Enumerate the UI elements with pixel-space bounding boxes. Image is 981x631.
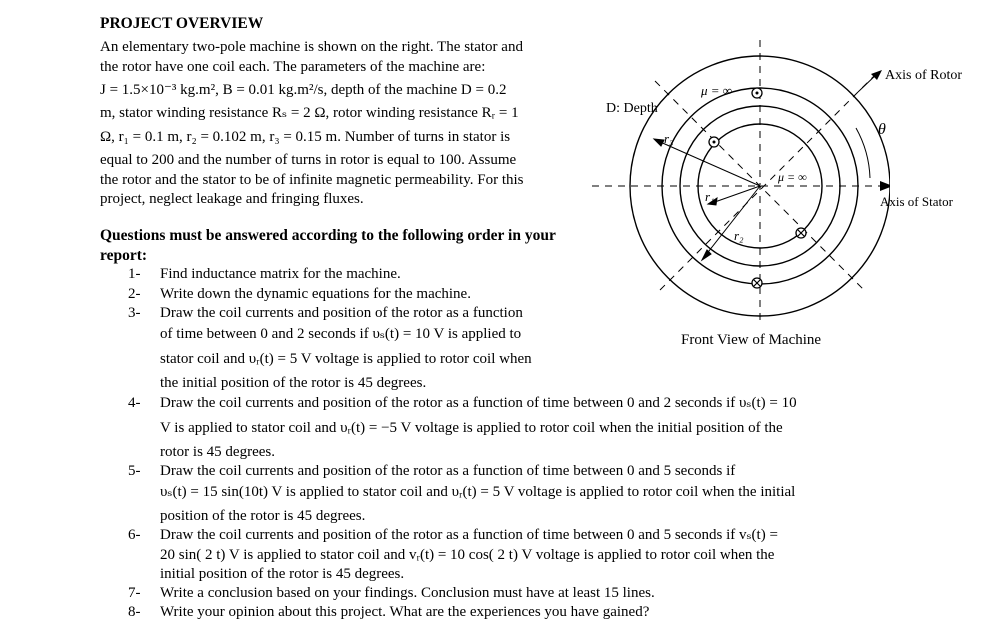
r1-label: r₁ — [705, 189, 715, 204]
r3-arrowhead — [654, 139, 664, 146]
diagram-caption: Front View of Machine — [681, 332, 822, 348]
axis-of-stator-label: Axis of Stator — [880, 194, 953, 209]
question-number: 5- — [128, 463, 141, 479]
overview-line: project, neglect leakage and fringing fluxes. — [100, 191, 364, 207]
question-number: 1- — [128, 266, 141, 282]
question-text: Write down the dynamic equations for the machine. — [160, 286, 471, 302]
stator-axis-arrowhead-icon — [880, 181, 890, 191]
question-text: Draw the coil currents and position of the rotor as a function — [160, 305, 523, 321]
question-text: V is applied to stator coil and υᵣ(t) = −5 V voltage is applied to rotor coil when the initial position of the — [160, 420, 783, 436]
overview-line: m, stator winding resistance Rₛ = 2 Ω, rotor winding resistance Rᵣ = 1 — [100, 105, 519, 121]
depth-label: D: Depth — [606, 101, 658, 116]
question-number: 3- — [128, 305, 141, 321]
question-number: 6- — [128, 527, 141, 543]
dot-center — [756, 92, 759, 95]
question-text: Write a conclusion based on your findings. Conclusion must have at least 15 lines. — [160, 585, 655, 601]
r2-label: r₂ — [734, 228, 744, 243]
question-text: of time between 0 and 2 seconds if υₛ(t) = 10 V is applied to — [160, 326, 522, 342]
overview-line: Ω, r₁ = 0.1 m, r₂ = 0.102 m, r₃ = 0.15 m. Number of turns in stator is — [100, 129, 511, 145]
r2-arrowhead — [702, 250, 711, 260]
question-text: υₛ(t) = 15 sin(10t) V is applied to stator coil and υᵣ(t) = 5 V voltage is applied to rotor coil when the initial — [160, 484, 796, 500]
question-number: 8- — [128, 604, 141, 620]
question-text: Draw the coil currents and position of the rotor as a function of time between 0 and 2 seconds if υₛ(t) = 10 — [160, 395, 797, 411]
question-text: rotor is 45 degrees. — [160, 444, 275, 460]
overview-line: J = 1.5×10⁻³ kg.m², B = 0.01 kg.m²/s, depth of the machine D = 0.2 — [100, 82, 507, 98]
axis-of-rotor-label: Axis of Rotor — [885, 68, 962, 83]
question-text: position of the rotor is 45 degrees. — [160, 508, 366, 524]
question-text: stator coil and υᵣ(t) = 5 V voltage is applied to rotor coil when — [160, 351, 532, 367]
question-number: 2- — [128, 286, 141, 302]
mu-top-label: μ = ∞ — [701, 83, 733, 98]
question-number: 7- — [128, 585, 141, 601]
question-text: the initial position of the rotor is 45 degrees. — [160, 375, 427, 391]
overview-line: An elementary two-pole machine is shown on the right. The stator and — [100, 39, 523, 55]
r3-label: r₃ — [664, 131, 674, 146]
question-text: Draw the coil currents and position of the rotor as a function of time between 0 and 5 seconds if — [160, 463, 736, 479]
question-text: Write your opinion about this project. What are the experiences you have gained? — [160, 604, 650, 620]
question-number: 4- — [128, 395, 141, 411]
question-text: initial position of the rotor is 45 degrees. — [160, 566, 405, 582]
machine-diagram — [590, 30, 890, 330]
question-text: 20 sin( 2 t) V is applied to stator coil and vᵣ(t) = 10 cos( 2 t) V voltage is applied to rotor coil when the — [160, 547, 775, 563]
mu-mid-label: μ = ∞ — [778, 170, 807, 184]
theta-arc — [856, 128, 870, 178]
page-title: PROJECT OVERVIEW — [100, 15, 264, 32]
questions-heading: Questions must be answered according to the following order in your report: — [100, 227, 556, 264]
overview-line: equal to 200 and the number of turns in rotor is equal to 100. Assume — [100, 152, 517, 168]
overview-line: the rotor and the stator to be of infinite magnetic permeability. For this — [100, 172, 524, 188]
question-text: Draw the coil currents and position of the rotor as a function of time between 0 and 5 seconds if vₛ(t) = — [160, 527, 778, 543]
question-text: Find inductance matrix for the machine. — [160, 266, 401, 282]
theta-label: θ — [878, 121, 886, 138]
overview-line: the rotor have one coil each. The parameters of the machine are: — [100, 59, 486, 75]
